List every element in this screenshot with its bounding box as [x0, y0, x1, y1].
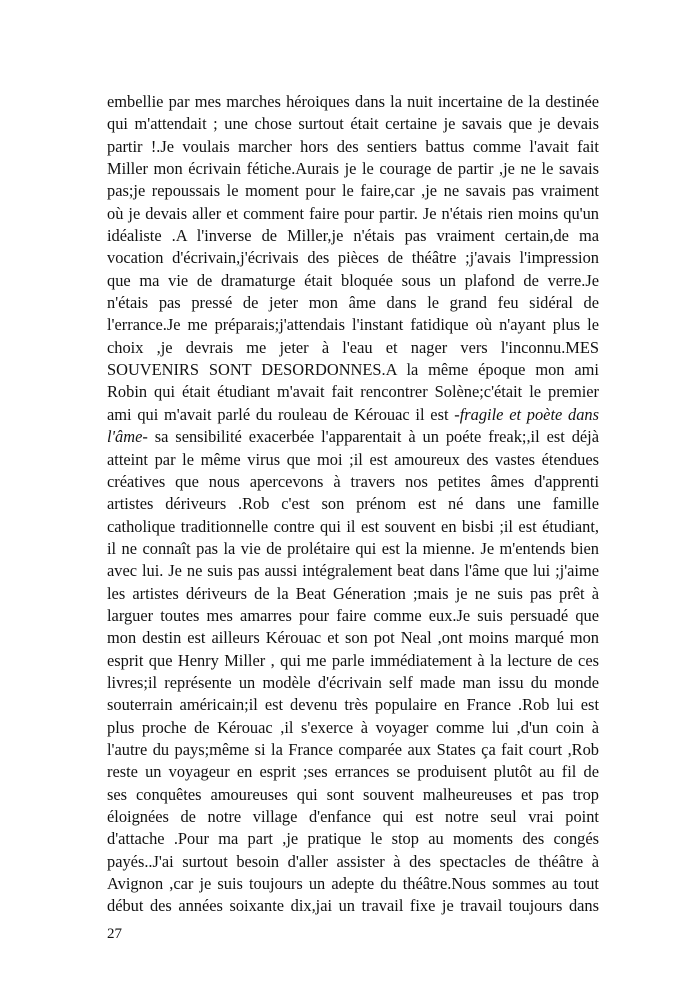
- italic-segment: -fragile et poète dans: [454, 404, 599, 424]
- text-line: l'errance.Je me préparais;j'attendais l'instant fatidique où n'ayant plus le: [107, 315, 599, 335]
- text-line: Miller mon écrivain fétiche.Aurais je le courage de partir ,je ne le savais: [107, 159, 599, 179]
- text-line: mon destin est ailleurs Kérouac et son pot Neal ,ont moins marqué mon: [107, 628, 599, 648]
- text-line-mixed: [107, 426, 599, 448]
- text-line: qui m'attendait ; une chose surtout était certaine je savais que je devais: [107, 114, 599, 134]
- text-line: éloignées de notre village d'enfance qui est notre seul vrai point: [107, 807, 599, 826]
- text-line: SOUVENIRS SONT DESORDONNES.A la même époque mon ami: [107, 360, 599, 380]
- text-line: n'étais pas pressé de jeter mon âme dans le grand feu sidéral de: [107, 293, 599, 313]
- text-line-mixed: [107, 404, 599, 426]
- text-line: où je devais aller et comment faire pour partir. Je n'étais rien moins qu'un: [107, 203, 599, 223]
- text-segment: sa sensibilité exacerbée l'apparentait à un poéte freak;,il est déjà: [147, 427, 599, 447]
- text-line: choix ,je devrais me jeter à l'eau et nager vers l'inconnu.MES: [107, 337, 599, 357]
- text-line: plus proche de Kérouac ,il s'exerce à voyager comme lui ,d'un coin à: [107, 717, 599, 737]
- text-line: que ma vie de dramaturge était bloquée sous un plafond de verre.Je: [107, 270, 599, 290]
- text-line: souterrain américain;il est devenu très populaire en France .Rob lui est: [107, 695, 599, 715]
- text-line: embellie par mes marches héroiques dans la nuit incertaine de la destinée: [107, 92, 599, 111]
- text-line: l'autre du pays;même si la France comparée aux States ça fait court ,Rob: [107, 739, 599, 759]
- text-line: il ne connaît pas la vie de prolétaire qui est la mienne. Je m'entends bien: [107, 538, 599, 558]
- text-line: catholique traditionnelle contre qui il est souvent en bisbi ;il est étudiant,: [107, 516, 599, 536]
- text-line: pas;je repoussais le moment pour le faire,car ,je ne savais pas vraiment: [107, 181, 599, 201]
- text-line: partir !.Je voulais marcher hors des sentiers battus comme l'avait fait: [107, 136, 599, 156]
- text-line: livres;il représente un modèle d'écrivain self made man issu du monde: [107, 672, 599, 692]
- italic-segment: l'âme-: [107, 427, 148, 447]
- text-line: esprit que Henry Miller , qui me parle immédiatement à la lecture de ces: [107, 650, 599, 670]
- text-line: Robin qui était étudiant m'avait fait rencontrer Solène;c'était le premier: [107, 382, 599, 402]
- body-text: [107, 91, 599, 918]
- text-line: larguer toutes mes amarres pour faire comme eux.Je suis persuadé que: [107, 605, 599, 625]
- text-line: créatives que nous apercevons à travers nos petites âmes d'apprenti: [107, 471, 599, 491]
- text-line: idéaliste .A l'inverse de Miller,je n'étais pas vraiment certain,de ma: [107, 226, 599, 246]
- page-number: 27: [107, 926, 122, 942]
- text-line: vocation d'écrivain,j'écrivais des pièces de théâtre ;j'avais l'impression: [107, 248, 599, 268]
- text-segment: ami qui m'avait parlé du rouleau de Kérouac il est: [107, 404, 455, 424]
- text-line: atteint par le même virus que moi ;il est amoureux des vastes étendues: [107, 449, 599, 469]
- text-line: les artistes dériveurs de la Beat Géneration ;mais je ne suis pas prêt à: [107, 583, 599, 603]
- text-line: reste un voyageur en esprit ;ses errances se produisent plutôt au fil de: [107, 762, 599, 782]
- text-line: avec lui. Je ne suis pas aussi intégralement beat dans l'âme que lui ;j'aime: [107, 561, 599, 581]
- text-line: payés..J'ai surtout besoin d'aller assister à des spectacles de théâtre à: [107, 851, 599, 871]
- text-line: début des années soixante dix,jai un travail fixe je travail toujours dans: [107, 896, 599, 916]
- text-line: Avignon ,car je suis toujours un adepte du théâtre.Nous sommes au tout: [107, 874, 599, 894]
- text-line: d'attache .Pour ma part ,je pratique le stop au moments des congés: [107, 829, 599, 849]
- text-line: ses conquêtes amoureuses qui sont souvent malheureuses et pas trop: [107, 784, 599, 804]
- text-line: artistes dériveurs .Rob c'est son prénom est né dans une famille: [107, 494, 599, 514]
